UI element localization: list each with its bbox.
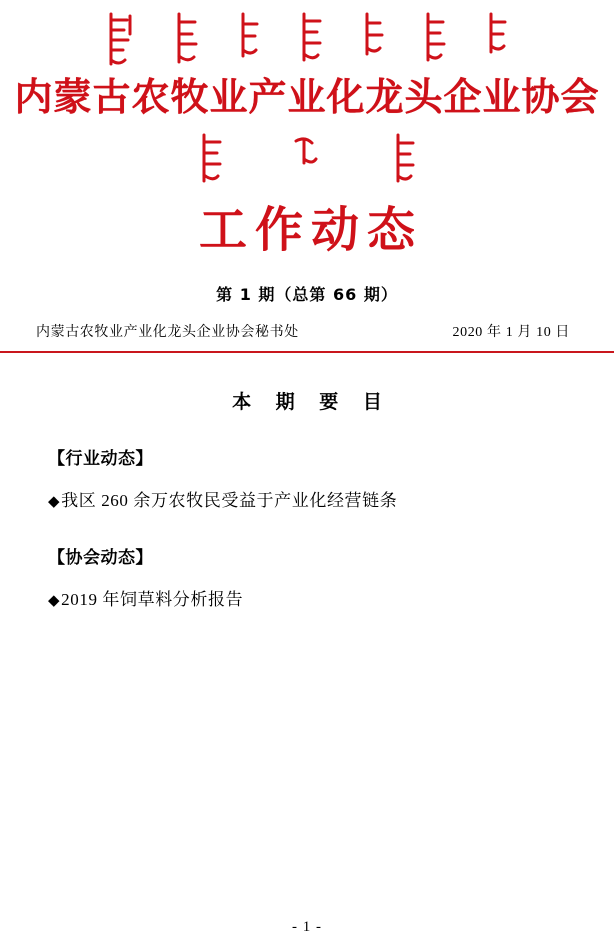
contents-entry-text: 我区 260 余万农牧民受益于产业化经营链条 [61, 490, 398, 510]
mongolian-glyph-9 [290, 133, 324, 187]
issue-number: 第 1 期（总第 66 期） [216, 284, 398, 304]
diamond-bullet-icon: ◆ [48, 592, 61, 609]
mongolian-glyph-6 [413, 10, 457, 68]
masthead [0, 0, 614, 353]
mongolian-script-top [0, 6, 614, 72]
mongolian-glyph-4 [289, 10, 333, 68]
contents-entry-association-1[interactable] [48, 588, 570, 612]
issue-date: 2020 年 1 月 10 日 [452, 324, 570, 340]
contents-section [0, 387, 614, 612]
mongolian-glyph-2 [163, 10, 209, 68]
contents-entry-text: 2019 年饲草料分析报告 [61, 589, 244, 609]
bulletin-title: 工作动态 [198, 201, 423, 258]
mongolian-script-bottom [0, 133, 614, 189]
mongolian-glyph-3 [229, 10, 269, 68]
section-label-industry: 【行业动态】 [48, 448, 153, 469]
masthead-divider [0, 351, 614, 353]
mongolian-glyph-5 [353, 10, 393, 68]
mongolian-glyph-7 [477, 10, 517, 68]
section-label-association: 【协会动态】 [48, 547, 153, 568]
publisher-label: 内蒙古农牧业产业化龙头企业协会秘书处 [36, 324, 299, 340]
diamond-bullet-icon: ◆ [48, 493, 61, 510]
page-number: - 1 - [292, 919, 322, 935]
mongolian-glyph-8 [188, 133, 232, 187]
organization-title: 内蒙古农牧业产业化龙头企业协会 [14, 75, 600, 119]
mongolian-glyph-10 [382, 133, 426, 187]
mongolian-glyph-1 [97, 10, 143, 68]
imprint-row [0, 321, 614, 341]
contents-heading: 本 期 要 目 [232, 390, 391, 413]
contents-entry-industry-1[interactable] [48, 489, 570, 513]
